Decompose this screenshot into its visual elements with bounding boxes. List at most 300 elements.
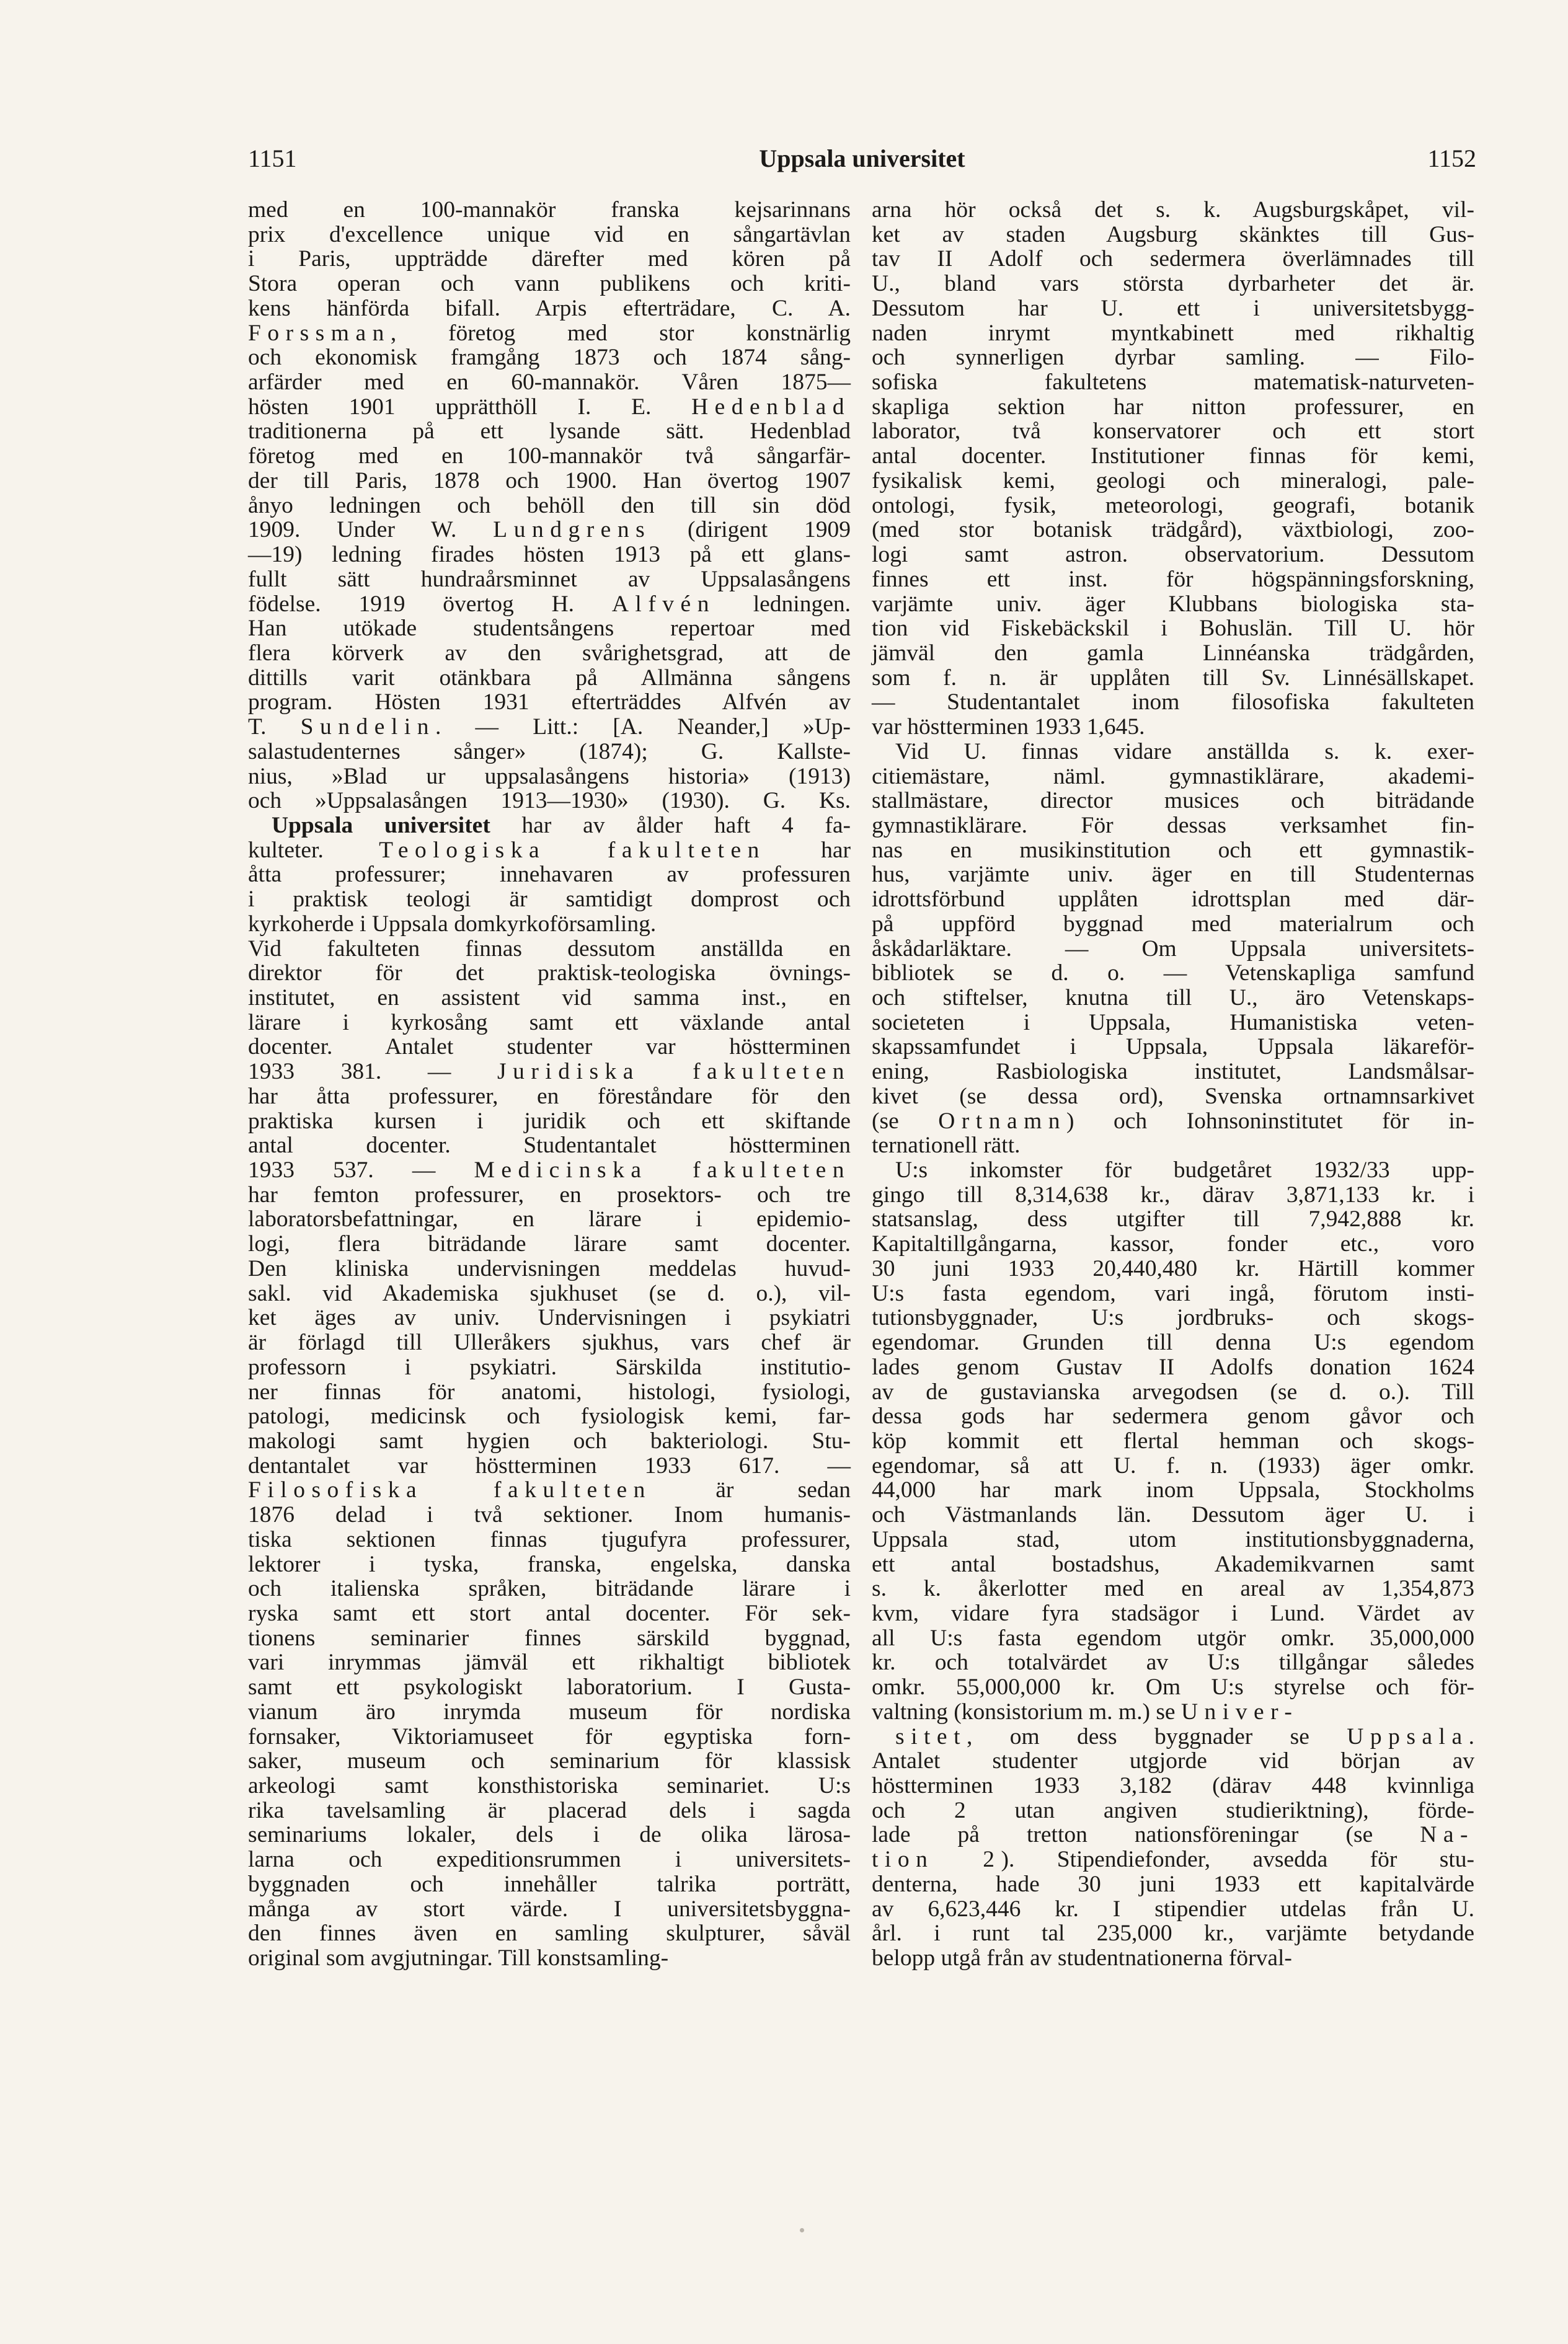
text-line [872,518,1474,542]
text-line [872,862,1474,887]
text-segment: 1876 delad i två sektioner. Inom humanis- [248,1502,851,1528]
text-line [248,1626,851,1651]
text-line [248,986,851,1011]
text-segment: på uppförd byggnad med materialrum och [872,911,1474,937]
text-segment: traditionerna på ett lysande sätt. Hedenblad [248,418,851,444]
text-segment: har åtta professurer, en föreståndare för den [248,1083,851,1109]
text-line [248,1847,851,1872]
text-line [872,1478,1474,1503]
spaced-emphasis: Medicinska fakulteten [474,1157,851,1183]
text-line [248,592,851,617]
spaced-emphasis: Na- [1420,1822,1474,1848]
text-line [248,469,851,493]
text-line [872,937,1474,962]
text-line [248,370,851,395]
text-line [248,518,851,542]
text-line [872,616,1474,641]
text-line [248,1601,851,1626]
text-line [872,1650,1474,1675]
text-line [872,370,1474,395]
text-segment: citiemästare, näml. gymnastiklärare, akademi- [872,763,1474,789]
text-line [248,542,851,567]
text-line [248,1207,851,1232]
text-line [872,223,1474,247]
text-line [872,1306,1474,1330]
text-segment: ket av staden Augsburg skänktes till Gus- [872,221,1474,247]
text-segment: lades genom Gustav II Adolfs donation 1624 [872,1354,1474,1380]
text-line [248,1650,851,1675]
text-segment: antal docenter. Institutioner finnas för kemi, [872,443,1474,469]
text-line [872,542,1474,567]
text-segment: byggnaden och innehåller talrika porträtt, [248,1871,851,1897]
text-segment: av 6,623,446 kr. I stipendier utdelas från U. [872,1896,1474,1922]
spaced-emphasis: Filosofiska fakulteten [248,1477,652,1503]
text-segment: der till Paris, 1878 och 1900. Han övertog 1907 [248,467,851,493]
spaced-emphasis: sitet [895,1723,967,1749]
text-segment: omkr. 55,000,000 kr. Om U:s styrelse och för- [872,1674,1474,1701]
text-segment: åskådarläktare. — Om Uppsala universitets- [872,935,1474,962]
text-segment: samt ett psykologiskt laboratorium. I Gusta- [248,1674,851,1701]
text-line [872,986,1474,1011]
text-line [248,1749,851,1774]
text-segment: Kapitaltillgångarna, kassor, fonder etc., voro [872,1231,1474,1257]
text-line [248,1084,851,1109]
text-line [248,1478,851,1503]
text-segment: köp kommit ett flertal hemman och skogs- [872,1428,1474,1454]
text-line [872,813,1474,838]
text-segment: tionens seminarier finnes särskild byggnad, [248,1625,851,1651]
text-segment: och stiftelser, knutna till U., äro Vetenskaps- [872,985,1474,1011]
text-line [872,887,1474,912]
text-line [248,1454,851,1479]
text-line [872,345,1474,370]
text-line [248,1380,851,1405]
spaced-emphasis: Ortnamn [938,1108,1067,1134]
text-line [872,1454,1474,1479]
text-segment: kulteter. [248,837,379,863]
spaced-emphasis: Hedenblad [691,394,851,420]
text-line [248,419,851,444]
text-segment: arkeologi samt konsthistoriska seminariet. U:s [248,1773,851,1798]
text-segment: praktiska kursen i juridik och ett skiftande [248,1108,851,1134]
text-segment: ket äges av univ. Undervisningen i psykiatri [248,1305,851,1331]
page-header [248,144,1476,181]
text-line [872,1700,1474,1725]
text-line [248,1133,851,1158]
text-segment: Dessutom har U. ett i universitetsbygg- [872,295,1474,321]
spaced-emphasis: Alfvén [611,591,715,617]
text-segment: nius, »Blad ur uppsalasångens historia» (1913) [248,763,851,789]
text-segment: . — Litt.: [A. Neander,] »Up- [435,714,851,740]
text-segment: Han utökade studentsångens repertoar med [248,616,851,642]
text-line [872,1872,1474,1897]
text-segment: idrottsförbund upplåten idrottsplan med där- [872,887,1474,913]
text-segment: seminariums lokaler, dels i de olika lärosa- [248,1822,851,1848]
text-segment: T. [248,714,301,740]
text-segment: tion vid Fiskebäckskil i Bohuslän. Till U. hör [872,616,1474,642]
text-line [872,764,1474,789]
text-line [872,1429,1474,1454]
text-segment: har av ålder haft 4 fa- [490,812,851,838]
text-segment: åtta professurer; innehavaren av professuren [248,862,851,888]
text-segment: tutionsbyggnader, U:s jordbruks- och skogs- [872,1305,1474,1331]
text-segment: av de gustavianska arvegodsen (se d. o.). Till [872,1379,1474,1405]
text-segment: Antalet studenter utgjorde vid början av [872,1748,1474,1774]
text-line [872,740,1474,764]
text-segment: tav II Adolf och sedermera överlämnades till [872,246,1474,272]
text-segment: och synnerligen dyrbar samling. — Filo- [872,345,1474,371]
text-segment: makologi samt hygien och bakteriologi. Stu- [248,1428,851,1454]
text-segment: denterna, hade 30 juni 1933 ett kapitalvärde [872,1871,1474,1897]
text-line [248,641,851,666]
text-segment: Vid U. finnas vidare anställda s. k. exer- [895,738,1474,764]
text-segment: vari inrymmas jämväl ett rikhaltigt bibliotek [248,1650,851,1676]
text-line [872,198,1474,223]
text-line [248,740,851,764]
text-line [248,1158,851,1183]
text-segment: sakl. vid Akademiska sjukhuset (se d. o.), vil- [248,1280,851,1306]
text-segment: skapliga sektion har nitton professurer, en [872,394,1474,420]
text-segment: är förlagd till Ulleråkers sjukhus, vars chef är [248,1330,851,1356]
text-line [248,937,851,962]
text-line [872,1823,1474,1847]
text-segment: kens hänförda bifall. Arpis efterträdare, C. A. [248,295,851,321]
text-line [872,1675,1474,1700]
text-segment: Den kliniska undervisningen meddelas huvud- [248,1255,851,1281]
text-line [248,1330,851,1355]
text-line [872,789,1474,813]
text-segment: ånyo ledningen och behöll den till sin död [248,492,851,518]
text-line [248,1700,851,1725]
spaced-emphasis: Univer- [1180,1699,1299,1725]
text-segment: (dirigent 1909 [651,517,851,543]
text-segment: jämväl den gamla Linnéanska trädgården, [872,640,1474,666]
text-line [248,616,851,641]
text-line [872,1011,1474,1035]
text-segment: societeten i Uppsala, Humanistiska veten- [872,1009,1474,1035]
text-line [248,887,851,912]
text-segment: ett antal bostadshus, Akademikvarnen samt [872,1551,1474,1577]
text-segment: egendomar. Grunden till denna U:s egendom [872,1330,1474,1356]
text-segment: patologi, medicinsk och fysiologisk kemi, far- [248,1404,851,1430]
text-segment: logi, flera biträdande lärare samt docenter. [248,1231,851,1257]
text-line [248,1798,851,1823]
text-line [248,912,851,937]
text-segment: finnes ett inst. för högspänningsforskning, [872,566,1474,592]
text-line [872,1577,1474,1601]
text-segment: , om dess byggnader se [967,1723,1347,1749]
text-line [248,1921,851,1946]
text-segment: kr. och totalvärdet av U:s tillgångar således [872,1650,1474,1676]
text-segment: dentantalet var höstterminen 1933 617. — [248,1453,851,1479]
text-segment: antal docenter. Studentantalet höstterminen [248,1133,851,1159]
text-segment: naden inrymt myntkabinett med rikhaltig [872,320,1474,346]
text-segment: ternationell rätt. [872,1133,1021,1159]
page-number-right: 1152 [1427,144,1476,172]
text-segment: hus, varjämte univ. äger en till Studenternas [872,862,1474,888]
text-segment: kyrkoherde i Uppsala domkyrkoförsamling. [248,911,657,937]
text-line [872,1725,1474,1749]
text-line [248,567,851,592]
text-segment: institutet, en assistent vid samma inst., en [248,985,851,1011]
text-line [248,715,851,740]
text-line [872,1355,1474,1380]
text-line [248,198,851,223]
text-segment: saker, museum och seminarium för klassisk [248,1748,851,1774]
text-segment: och 2 utan angiven studieriktning), förde- [872,1797,1474,1823]
text-segment: i Paris, uppträdde därefter med kören på [248,246,851,272]
text-segment: var höstterminen 1933 1,645. [872,714,1145,740]
text-line [248,1232,851,1257]
text-line [872,1798,1474,1823]
text-line [248,395,851,420]
text-segment: som f. n. är upplåten till Sv. Linnésällskapet. [872,665,1474,691]
text-line [248,1183,851,1208]
text-line [248,1946,851,1971]
right-text-column [872,198,1474,1971]
text-segment: all U:s fasta egendom utgör omkr. 35,000,000 [872,1625,1474,1651]
text-line [248,321,851,346]
text-line [872,1528,1474,1552]
text-segment: original som avgjutningar. Till konstsamling- [248,1945,669,1971]
text-segment: rika tavelsamling är placerad dels i sagda [248,1797,851,1823]
text-line [872,1774,1474,1798]
text-line [872,419,1474,444]
text-segment: arfärder med en 60-mannakör. Våren 1875— [248,369,851,396]
text-line [872,1921,1474,1946]
text-segment: fullt sätt hundraårsminnet av Uppsalasångens [248,566,851,592]
text-segment: har femton professurer, en prosektors- och tre [248,1182,851,1208]
left-text-column [248,198,851,1971]
text-segment: fysikalisk kemi, geologi och mineralogi, pale- [872,467,1474,493]
text-segment: direktor för det praktisk-teologiska övnings- [248,960,851,986]
spaced-emphasis: tion 2 [872,1847,1001,1873]
text-line [248,1257,851,1281]
text-segment: stallmästare, director musices och biträdande [872,788,1474,814]
text-segment: (med stor botanisk trädgård), växtbiologi, zoo- [872,517,1474,543]
text-line [248,1503,851,1528]
text-segment: gingo till 8,314,638 kr., därav 3,871,133 kr. i [872,1182,1474,1208]
text-line [872,1059,1474,1084]
text-line [872,1380,1474,1405]
spaced-emphasis: Juridiska fakulteten [497,1059,851,1085]
text-segment: belopp utgå från av studentnationerna förval- [872,1945,1292,1971]
text-segment: höstterminen 1933 3,182 (därav 448 kvinnliga [872,1773,1474,1798]
text-segment: U., bland vars största dyrbarheter det är. [872,271,1474,297]
text-segment: ner finnas för anatomi, histologi, fysiologi, [248,1379,851,1405]
text-segment: U:s inkomster för budgetåret 1932/33 upp- [895,1157,1474,1183]
text-segment: lektorer i tyska, franska, engelska, danska [248,1551,851,1577]
text-segment: och ekonomisk framgång 1873 och 1874 sång- [248,345,851,371]
text-line [872,296,1474,321]
text-line [248,1404,851,1429]
running-title: Uppsala universitet [759,144,965,172]
text-segment: företog med en 100-mannakör två sångarfär- [248,443,851,469]
text-line [248,1577,851,1601]
text-segment: och Västmanlands län. Dessutom äger U. i [872,1502,1474,1528]
text-line [872,1281,1474,1306]
text-segment: prix d'excellence unique vid en sångartävlan [248,221,851,247]
text-segment: varjämte univ. äger Klubbans biologiska sta- [872,591,1474,617]
text-line [872,1946,1474,1971]
bold-term: Uppsala universitet [272,812,490,838]
text-segment: U:s fasta egendom, vari ingå, förutom insti- [872,1280,1474,1306]
text-line [248,1429,851,1454]
text-line [248,1109,851,1134]
text-segment: ledningen. [715,591,851,617]
text-segment: ontologi, fysik, meteorologi, geografi, botanik [872,492,1474,518]
text-segment: hösten 1901 upprätthöll I. E. [248,394,692,420]
text-line [248,223,851,247]
text-line [872,1404,1474,1429]
text-segment: laborator, två konservatorer och ett stort [872,418,1474,444]
page-number-left: 1151 [248,144,297,172]
text-segment: årl. i runt tal 235,000 kr., varjämte betydande [872,1921,1474,1947]
text-segment: arna hör också det s. k. Augsburgskåpet, vil- [872,197,1474,223]
text-segment: ) och Iohnsoninstitutet för in- [1066,1108,1474,1134]
text-line [872,961,1474,986]
text-segment: professorn i psykiatri. Särskilda institutio- [248,1354,851,1380]
text-segment: 44,000 har mark inom Uppsala, Stockholms [872,1477,1474,1503]
text-line [872,1503,1474,1528]
spaced-emphasis: Teologiska fakulteten [379,837,766,863]
text-segment: och italienska språken, biträdande lärare i [248,1576,851,1602]
text-segment: har [765,837,851,863]
text-segment: program. Hösten 1931 efterträddes Alfvén av [248,689,851,715]
text-line [872,1847,1474,1872]
text-line [248,1774,851,1798]
text-line [248,690,851,715]
text-line [872,1109,1474,1134]
text-line [872,592,1474,617]
text-segment: valtning (konsistorium m. m.) se [872,1699,1181,1725]
text-line [872,1330,1474,1355]
text-line [872,838,1474,863]
text-segment: många av stort värde. I universitetsbyggna- [248,1896,851,1922]
text-line [872,690,1474,715]
text-line [248,1306,851,1330]
text-segment: salastudenternes sånger» (1874); G. Kallste- [248,738,851,764]
text-segment: logi samt astron. observatorium. Dessutom [872,542,1474,568]
text-segment: laboratorsbefattningar, en lärare i epidemio- [248,1206,851,1232]
text-line [248,1011,851,1035]
text-segment: , företog med stor konstnärlig [390,320,851,346]
text-segment: den finnes även en samling skulpturer, såväl [248,1921,851,1947]
text-line [872,641,1474,666]
text-line [872,469,1474,493]
text-segment: bibliotek se d. o. — Vetenskapliga samfund [872,960,1474,986]
text-segment: fornsaker, Viktoriamuseet för egyptiska forn- [248,1723,851,1749]
text-segment: skapssamfundet i Uppsala, Uppsala läkareför- [872,1034,1474,1060]
text-segment: tiska sektionen finnas tjugufyra professurer, [248,1526,851,1552]
text-segment: s. k. åkerlotter med en areal av 1,354,873 [872,1576,1474,1602]
text-line [872,1749,1474,1774]
text-line [872,272,1474,296]
text-segment: dessa gods har sedermera genom gåvor och [872,1404,1474,1430]
text-segment: —19) ledning firades hösten 1913 på ett glans- [248,542,851,568]
text-segment: 30 juni 1933 20,440,480 kr. Härtill kommer [872,1255,1474,1281]
text-segment: nas en musikinstitution och ett gymnastik- [872,837,1474,863]
text-line [248,272,851,296]
text-line [872,395,1474,420]
text-segment: i praktisk teologi är samtidigt domprost och [248,887,851,913]
text-line [248,1528,851,1552]
text-segment: egendomar, så att U. f. n. (1933) äger omkr. [872,1453,1474,1479]
text-line [872,247,1474,272]
text-line [872,567,1474,592]
text-segment: 1933 537. — [248,1157,474,1183]
text-line [248,1355,851,1380]
text-segment: — Studentantalet inom filosofiska fakulteten [872,689,1474,715]
text-line [248,1281,851,1306]
text-line [872,1232,1474,1257]
text-segment: och »Uppsalasången 1913—1930» (1930). G. Ks. [248,788,851,814]
text-segment: Stora operan och vann publikens och kriti- [248,271,851,297]
spaced-emphasis: Uppsala [1347,1723,1469,1749]
spaced-emphasis: Forssman [248,320,391,346]
text-line [248,1059,851,1084]
text-line [872,1601,1474,1626]
text-segment: vianum äro inrymda museum för nordiska [248,1699,851,1725]
text-line [248,813,851,838]
paper-speck [800,2228,804,2232]
text-line [248,1035,851,1059]
text-segment: (se [872,1108,939,1134]
text-line [248,666,851,691]
text-segment: larna och expeditionsrummen i universitets- [248,1847,851,1873]
text-line [872,1897,1474,1922]
text-segment: ryska samt ett stort antal docenter. För sek- [248,1600,851,1626]
text-line [248,1823,851,1847]
text-line [872,715,1474,740]
text-line [248,789,851,813]
text-line [872,912,1474,937]
text-line [872,444,1474,469]
text-line [248,838,851,863]
spaced-emphasis: Sundelin [300,714,435,740]
text-segment: kivet (se dessa ord), Svenska ortnamnsarkivet [872,1083,1474,1109]
text-line [248,862,851,887]
text-line [248,444,851,469]
text-segment: Uppsala stad, utom institutionsbyggnaderna, [872,1526,1474,1552]
text-segment: 1933 381. — [248,1059,498,1085]
text-segment: lärare i kyrkosång samt ett växlande antal [248,1009,851,1035]
text-segment: sofiska fakultetens matematisk-naturveten- [872,369,1474,396]
text-segment: gymnastiklärare. För dessas verksamhet fin- [872,812,1474,838]
spaced-emphasis: Lundgrens [493,517,652,543]
text-line [248,1897,851,1922]
text-segment: med en 100-mannakör franska kejsarinnans [248,197,851,223]
text-line [248,961,851,986]
text-line [872,1084,1474,1109]
text-segment: docenter. Antalet studenter var höstterminen [248,1034,851,1060]
text-line [248,1725,851,1749]
text-line [872,1183,1474,1208]
text-line [248,1675,851,1700]
text-line [248,345,851,370]
text-line [248,247,851,272]
text-line [248,1552,851,1577]
text-line [872,1035,1474,1059]
text-line [872,1158,1474,1183]
text-line [872,1257,1474,1281]
text-segment: födelse. 1919 övertog H. [248,591,612,617]
text-line [248,764,851,789]
text-segment: dittills varit otänkbara på Allmänna sångens [248,665,851,691]
text-line [872,666,1474,691]
text-line [872,321,1474,346]
text-line [248,1872,851,1897]
